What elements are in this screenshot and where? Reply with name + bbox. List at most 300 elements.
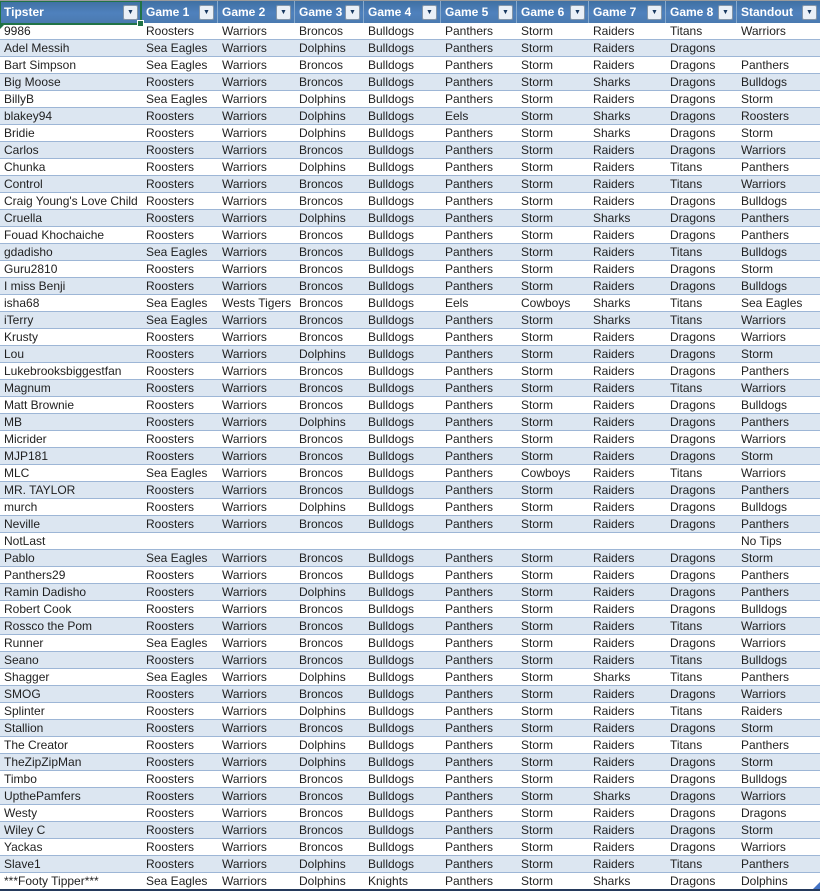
game-7-pick-cell[interactable]: Raiders	[593, 483, 635, 497]
game-6-pick-cell[interactable]: Storm	[521, 245, 554, 259]
tipster-cell[interactable]: Seano	[4, 653, 39, 667]
game-3-pick-cell[interactable]: Broncos	[299, 772, 344, 786]
game-8-pick-cell[interactable]: Dragons	[670, 330, 716, 344]
game-3-pick-cell[interactable]: Dolphins	[299, 92, 346, 106]
standout-cell[interactable]: Warriors	[741, 840, 786, 854]
game-7-pick-cell[interactable]: Raiders	[593, 653, 635, 667]
game-7-pick-cell[interactable]: Sharks	[593, 109, 631, 123]
game-5-pick-cell[interactable]: Eels	[445, 109, 469, 123]
game-8-pick-cell[interactable]: Dragons	[670, 211, 716, 225]
game-5-pick-cell[interactable]: Panthers	[445, 279, 494, 293]
game-4-pick-cell[interactable]: Bulldogs	[368, 653, 415, 667]
tipster-cell[interactable]: Splinter	[4, 704, 45, 718]
game-6-pick-cell[interactable]: Storm	[521, 772, 554, 786]
game-4-pick-cell[interactable]: Bulldogs	[368, 41, 415, 55]
game-2-pick-cell[interactable]: Warriors	[222, 738, 267, 752]
tipster-cell[interactable]: Micrider	[4, 432, 47, 446]
game-6-pick-cell[interactable]: Storm	[521, 143, 554, 157]
game-2-pick-cell[interactable]	[218, 533, 295, 549]
game-6-pick-cell[interactable]: Storm	[521, 109, 554, 123]
game-1-pick-cell[interactable]: Roosters	[146, 687, 195, 701]
game-6-pick-cell[interactable]: Storm	[521, 41, 554, 55]
standout-cell[interactable]: Panthers	[741, 364, 790, 378]
game-5-pick-cell[interactable]: Panthers	[445, 211, 494, 225]
game-4-pick-cell[interactable]: Bulldogs	[368, 738, 415, 752]
game-4-pick-cell[interactable]: Bulldogs	[368, 228, 415, 242]
game-4-pick-cell[interactable]: Bulldogs	[368, 517, 415, 531]
game-3-pick-cell[interactable]: Dolphins	[299, 585, 346, 599]
game-1-pick-cell[interactable]: Roosters	[146, 279, 195, 293]
game-8-pick-cell[interactable]: Dragons	[670, 755, 716, 769]
game-2-pick-cell[interactable]: Warriors	[222, 466, 267, 480]
game-1-pick-cell[interactable]: Roosters	[146, 721, 195, 735]
game-1-pick-cell[interactable]: Roosters	[146, 738, 195, 752]
game-1-pick-cell[interactable]: Sea Eagles	[146, 245, 208, 259]
game-6-pick-cell[interactable]: Storm	[521, 857, 554, 871]
game-4-pick-cell[interactable]: Bulldogs	[368, 806, 415, 820]
game-2-pick-cell[interactable]: Warriors	[222, 823, 267, 837]
game-3-pick-cell[interactable]: Broncos	[299, 551, 344, 565]
game-7-pick-cell[interactable]: Raiders	[593, 704, 635, 718]
game-4-pick-cell[interactable]: Bulldogs	[368, 704, 415, 718]
game-3-pick-cell[interactable]: Dolphins	[299, 500, 346, 514]
game-5-pick-cell[interactable]: Panthers	[445, 772, 494, 786]
game-5-pick-cell[interactable]: Panthers	[445, 653, 494, 667]
tipster-cell[interactable]: Stallion	[4, 721, 44, 735]
tipster-cell[interactable]: Neville	[4, 517, 41, 531]
game-5-pick-cell[interactable]: Panthers	[445, 568, 494, 582]
game-8-pick-cell[interactable]: Dragons	[670, 41, 716, 55]
game-1-pick-cell[interactable]: Roosters	[146, 755, 195, 769]
tipster-cell[interactable]: Yackas	[4, 840, 43, 854]
filter-dropdown-icon[interactable]: ▼	[498, 5, 513, 20]
game-2-pick-cell[interactable]: Warriors	[222, 398, 267, 412]
tipster-cell[interactable]: 9986	[0, 23, 142, 39]
game-1-pick-cell[interactable]: Roosters	[146, 653, 195, 667]
standout-cell[interactable]: Storm	[741, 347, 774, 361]
game-2-pick-cell[interactable]: Warriors	[222, 585, 267, 599]
game-1-pick-cell[interactable]: Roosters	[146, 211, 195, 225]
standout-cell[interactable]: Panthers	[741, 415, 790, 429]
game-7-pick-cell[interactable]: Sharks	[593, 75, 631, 89]
game-4-pick-cell[interactable]: Bulldogs	[368, 245, 415, 259]
game-6-pick-cell[interactable]: Storm	[521, 517, 554, 531]
tipster-cell[interactable]: Carlos	[4, 143, 39, 157]
game-2-pick-cell[interactable]: Warriors	[222, 228, 267, 242]
tipster-cell[interactable]: Adel Messih	[4, 41, 70, 55]
game-6-pick-cell[interactable]: Cowboys	[521, 296, 571, 310]
standout-cell[interactable]: Warriors	[741, 381, 786, 395]
standout-cell[interactable]: Bulldogs	[741, 194, 788, 208]
tipster-cell[interactable]: Control	[4, 177, 43, 191]
game-2-pick-cell[interactable]: Warriors	[222, 857, 267, 871]
game-4-pick-cell[interactable]: Bulldogs	[368, 636, 415, 650]
game-5-pick-cell[interactable]: Panthers	[445, 126, 494, 140]
game-4-pick-cell[interactable]: Bulldogs	[368, 466, 415, 480]
game-4-pick-cell[interactable]: Bulldogs	[368, 483, 415, 497]
game-2-pick-cell[interactable]: Warriors	[222, 313, 267, 327]
game-4-pick-cell[interactable]: Bulldogs	[368, 755, 415, 769]
game-6-pick-cell[interactable]: Storm	[521, 568, 554, 582]
game-1-pick-cell[interactable]: Roosters	[146, 398, 195, 412]
game-4-pick-cell[interactable]: Bulldogs	[368, 840, 415, 854]
standout-cell[interactable]: Bulldogs	[741, 772, 788, 786]
game-4-pick-cell[interactable]: Bulldogs	[368, 398, 415, 412]
game-5-pick-cell[interactable]: Panthers	[445, 381, 494, 395]
tipster-cell[interactable]: Lou	[4, 347, 25, 361]
game-6-pick-cell[interactable]: Storm	[521, 687, 554, 701]
game-6-pick-cell[interactable]: Storm	[521, 704, 554, 718]
tipster-cell[interactable]: MR. TAYLOR	[4, 483, 76, 497]
standout-cell[interactable]: Roosters	[741, 109, 790, 123]
tipster-cell[interactable]: Krusty	[4, 330, 39, 344]
tipster-cell[interactable]: Wiley C	[4, 823, 46, 837]
game-3-pick-cell[interactable]: Broncos	[299, 449, 344, 463]
tipster-cell[interactable]: UpthePamfers	[4, 789, 81, 803]
game-8-pick-cell[interactable]: Dragons	[670, 721, 716, 735]
game-4-pick-cell[interactable]: Bulldogs	[368, 126, 415, 140]
game-4-pick-cell[interactable]: Bulldogs	[368, 262, 415, 276]
game-3-pick-cell[interactable]: Broncos	[299, 58, 344, 72]
game-3-pick-cell[interactable]: Dolphins	[299, 211, 346, 225]
game-8-pick-cell[interactable]: Dragons	[670, 772, 716, 786]
game-1-pick-cell[interactable]: Roosters	[146, 840, 195, 854]
game-3-pick-cell[interactable]: Broncos	[299, 721, 344, 735]
column-header-game-1[interactable]	[142, 1, 218, 23]
game-2-pick-cell[interactable]: Warriors	[222, 840, 267, 854]
game-4-pick-cell[interactable]: Bulldogs	[368, 364, 415, 378]
filter-dropdown-icon[interactable]: ▼	[123, 5, 138, 20]
standout-cell[interactable]: Warriors	[741, 330, 786, 344]
game-7-pick-cell[interactable]: Sharks	[593, 211, 631, 225]
game-6-pick-cell[interactable]: Storm	[521, 313, 554, 327]
game-8-pick-cell[interactable]: Dragons	[670, 636, 716, 650]
tipster-cell[interactable]: Shagger	[4, 670, 50, 684]
game-6-pick-cell[interactable]: Storm	[521, 874, 554, 888]
game-7-pick-cell[interactable]: Raiders	[593, 738, 635, 752]
game-4-pick-cell[interactable]: Bulldogs	[368, 551, 415, 565]
game-4-pick-cell[interactable]: Bulldogs	[368, 330, 415, 344]
game-7-pick-cell[interactable]: Raiders	[593, 568, 635, 582]
game-3-pick-cell[interactable]: Broncos	[299, 296, 344, 310]
game-7-pick-cell[interactable]: Raiders	[593, 92, 635, 106]
column-header-tipster[interactable]	[0, 1, 142, 23]
game-4-pick-cell[interactable]: Bulldogs	[368, 92, 415, 106]
game-7-pick-cell[interactable]: Raiders	[593, 194, 635, 208]
game-7-pick-cell[interactable]: Raiders	[593, 279, 635, 293]
game-2-pick-cell[interactable]: Warriors	[222, 126, 267, 140]
tipster-cell[interactable]: Ramin Dadisho	[4, 585, 87, 599]
game-5-pick-cell[interactable]: Panthers	[445, 24, 494, 38]
game-7-pick-cell[interactable]: Raiders	[593, 330, 635, 344]
game-8-pick-cell[interactable]: Dragons	[670, 262, 716, 276]
game-5-pick-cell[interactable]: Panthers	[445, 432, 494, 446]
game-3-pick-cell[interactable]: Broncos	[299, 245, 344, 259]
game-5-pick-cell[interactable]: Panthers	[445, 806, 494, 820]
game-5-pick-cell[interactable]: Panthers	[445, 636, 494, 650]
game-3-pick-cell[interactable]: Dolphins	[299, 670, 346, 684]
game-3-pick-cell[interactable]: Broncos	[299, 330, 344, 344]
game-5-pick-cell[interactable]: Panthers	[445, 262, 494, 276]
game-8-pick-cell[interactable]: Titans	[670, 466, 703, 480]
standout-cell[interactable]: Panthers	[741, 58, 790, 72]
game-8-pick-cell[interactable]: Dragons	[670, 789, 716, 803]
game-1-pick-cell[interactable]: Roosters	[146, 160, 195, 174]
column-header-game-8[interactable]	[666, 1, 737, 23]
game-6-pick-cell[interactable]: Storm	[521, 58, 554, 72]
standout-cell[interactable]: Panthers	[741, 517, 790, 531]
game-3-pick-cell[interactable]: Broncos	[299, 364, 344, 378]
game-5-pick-cell[interactable]: Panthers	[445, 245, 494, 259]
game-4-pick-cell[interactable]: Bulldogs	[368, 619, 415, 633]
game-7-pick-cell[interactable]: Raiders	[593, 857, 635, 871]
game-7-pick-cell[interactable]: Raiders	[593, 823, 635, 837]
game-5-pick-cell[interactable]: Panthers	[445, 585, 494, 599]
tipster-cell[interactable]: Westy	[4, 806, 38, 820]
game-3-pick-cell[interactable]: Broncos	[299, 823, 344, 837]
filter-dropdown-icon[interactable]: ▼	[570, 5, 585, 20]
game-7-pick-cell[interactable]: Raiders	[593, 160, 635, 174]
game-3-pick-cell[interactable]: Dolphins	[299, 415, 346, 429]
game-6-pick-cell[interactable]: Storm	[521, 177, 554, 191]
game-3-pick-cell[interactable]: Dolphins	[299, 755, 346, 769]
game-3-pick-cell[interactable]: Broncos	[299, 636, 344, 650]
tipster-cell[interactable]: ***Footy Tipper***	[4, 874, 99, 888]
game-5-pick-cell[interactable]: Panthers	[445, 330, 494, 344]
tipster-cell[interactable]: Runner	[4, 636, 44, 650]
game-6-pick-cell[interactable]: Storm	[521, 653, 554, 667]
game-4-pick-cell[interactable]: Knights	[368, 874, 409, 888]
game-3-pick-cell[interactable]: Broncos	[299, 483, 344, 497]
tipster-cell[interactable]: murch	[4, 500, 38, 514]
game-6-pick-cell[interactable]: Storm	[521, 602, 554, 616]
game-3-pick-cell[interactable]: Dolphins	[299, 874, 346, 888]
column-header-game-5[interactable]	[441, 1, 517, 23]
game-2-pick-cell[interactable]: Warriors	[222, 721, 267, 735]
game-6-pick-cell[interactable]: Storm	[521, 381, 554, 395]
game-2-pick-cell[interactable]: Warriors	[222, 483, 267, 497]
game-7-pick-cell[interactable]: Raiders	[593, 364, 635, 378]
game-6-pick-cell[interactable]: Storm	[521, 211, 554, 225]
game-4-pick-cell[interactable]: Bulldogs	[368, 177, 415, 191]
game-8-pick-cell[interactable]: Dragons	[670, 279, 716, 293]
game-7-pick-cell[interactable]: Raiders	[593, 415, 635, 429]
game-4-pick-cell[interactable]: Bulldogs	[368, 194, 415, 208]
game-5-pick-cell[interactable]: Panthers	[445, 687, 494, 701]
tipster-cell[interactable]: Magnum	[4, 381, 51, 395]
game-2-pick-cell[interactable]: Warriors	[222, 177, 267, 191]
game-8-pick-cell[interactable]: Dragons	[670, 602, 716, 616]
tipster-cell[interactable]: Pablo	[4, 551, 35, 565]
game-3-pick-cell[interactable]: Broncos	[299, 568, 344, 582]
game-4-pick-cell[interactable]: Bulldogs	[368, 823, 415, 837]
standout-cell[interactable]: Sea Eagles	[741, 296, 803, 310]
game-7-pick-cell[interactable]: Raiders	[593, 177, 635, 191]
game-2-pick-cell[interactable]: Warriors	[222, 160, 267, 174]
game-1-pick-cell[interactable]: Roosters	[146, 602, 195, 616]
tipster-cell[interactable]: The Creator	[4, 738, 69, 752]
game-8-pick-cell[interactable]: Titans	[670, 177, 703, 191]
game-4-pick-cell[interactable]: Bulldogs	[368, 585, 415, 599]
game-8-pick-cell[interactable]: Dragons	[670, 194, 716, 208]
game-2-pick-cell[interactable]: Warriors	[222, 432, 267, 446]
game-5-pick-cell[interactable]: Panthers	[445, 58, 494, 72]
game-7-pick-cell[interactable]: Raiders	[593, 466, 635, 480]
standout-cell[interactable]: Bulldogs	[741, 653, 788, 667]
game-8-pick-cell[interactable]: Dragons	[670, 415, 716, 429]
game-6-pick-cell[interactable]: Storm	[521, 619, 554, 633]
game-3-pick-cell[interactable]: Broncos	[299, 840, 344, 854]
game-7-pick-cell[interactable]: Raiders	[593, 585, 635, 599]
game-3-pick-cell[interactable]: Broncos	[299, 806, 344, 820]
game-1-pick-cell[interactable]: Roosters	[146, 262, 195, 276]
standout-cell[interactable]: Panthers	[741, 585, 790, 599]
game-2-pick-cell[interactable]: Warriors	[222, 41, 267, 55]
standout-cell[interactable]: Panthers	[741, 483, 790, 497]
filter-dropdown-icon[interactable]: ▼	[199, 5, 214, 20]
game-4-pick-cell[interactable]: Bulldogs	[368, 381, 415, 395]
game-2-pick-cell[interactable]: Warriors	[222, 347, 267, 361]
game-4-pick-cell[interactable]: Bulldogs	[368, 789, 415, 803]
game-8-pick-cell[interactable]: Titans	[670, 24, 703, 38]
game-7-pick-cell[interactable]: Raiders	[593, 24, 635, 38]
game-2-pick-cell[interactable]: Warriors	[222, 92, 267, 106]
game-7-pick-cell[interactable]: Raiders	[593, 381, 635, 395]
game-8-pick-cell[interactable]: Dragons	[670, 432, 716, 446]
game-4-pick-cell[interactable]: Bulldogs	[368, 279, 415, 293]
game-2-pick-cell[interactable]: Warriors	[222, 58, 267, 72]
tipster-cell[interactable]: Fouad Khochaiche	[4, 228, 105, 242]
game-6-pick-cell[interactable]: Storm	[521, 228, 554, 242]
game-7-pick-cell[interactable]: Sharks	[593, 670, 631, 684]
game-2-pick-cell[interactable]: Warriors	[222, 670, 267, 684]
game-6-pick-cell[interactable]: Storm	[521, 24, 554, 38]
game-1-pick-cell[interactable]: Roosters	[146, 143, 195, 157]
game-1-pick-cell[interactable]: Roosters	[146, 194, 195, 208]
game-4-pick-cell[interactable]: Bulldogs	[368, 568, 415, 582]
game-2-pick-cell[interactable]: Warriors	[222, 789, 267, 803]
game-1-pick-cell[interactable]: Roosters	[146, 330, 195, 344]
tipster-cell[interactable]: iTerry	[4, 313, 34, 327]
game-1-pick-cell[interactable]: Sea Eagles	[146, 92, 208, 106]
game-8-pick-cell[interactable]: Titans	[670, 313, 703, 327]
standout-cell[interactable]: Bulldogs	[741, 500, 788, 514]
game-8-pick-cell[interactable]: Dragons	[670, 398, 716, 412]
game-6-pick-cell[interactable]: Storm	[521, 75, 554, 89]
game-7-pick-cell[interactable]: Raiders	[593, 432, 635, 446]
game-2-pick-cell[interactable]: Warriors	[222, 704, 267, 718]
game-2-pick-cell[interactable]: Warriors	[222, 75, 267, 89]
game-6-pick-cell[interactable]: Storm	[521, 262, 554, 276]
game-1-pick-cell[interactable]: Roosters	[146, 704, 195, 718]
game-4-pick-cell[interactable]: Bulldogs	[368, 347, 415, 361]
filter-dropdown-icon[interactable]: ▼	[802, 5, 817, 20]
standout-cell[interactable]: Storm	[741, 823, 774, 837]
tipster-cell[interactable]: Chunka	[4, 160, 46, 174]
tipster-cell[interactable]: Guru2810	[4, 262, 58, 276]
game-7-pick-cell[interactable]: Raiders	[593, 687, 635, 701]
game-5-pick-cell[interactable]: Panthers	[445, 41, 494, 55]
game-3-pick-cell[interactable]: Broncos	[299, 313, 344, 327]
column-header-standout[interactable]	[737, 1, 820, 23]
column-header-game-3[interactable]	[295, 1, 364, 23]
game-7-pick-cell[interactable]: Raiders	[593, 551, 635, 565]
game-2-pick-cell[interactable]: Wests Tigers	[222, 296, 292, 310]
tipster-cell[interactable]: MB	[4, 415, 22, 429]
game-6-pick-cell[interactable]: Storm	[521, 364, 554, 378]
game-3-pick-cell[interactable]: Dolphins	[299, 109, 346, 123]
game-5-pick-cell[interactable]: Panthers	[445, 75, 494, 89]
tipster-cell[interactable]: BillyB	[4, 92, 35, 106]
game-3-pick-cell[interactable]: Broncos	[299, 517, 344, 531]
tipster-cell[interactable]: MLC	[4, 466, 30, 480]
selection-fill-handle[interactable]	[137, 20, 144, 27]
game-6-pick-cell[interactable]: Storm	[521, 721, 554, 735]
game-6-pick-cell[interactable]	[517, 533, 589, 549]
game-2-pick-cell[interactable]: Warriors	[222, 381, 267, 395]
game-1-pick-cell[interactable]: Roosters	[146, 126, 195, 140]
game-8-pick-cell[interactable]: Dragons	[670, 347, 716, 361]
filter-dropdown-icon[interactable]: ▼	[718, 5, 733, 20]
game-8-pick-cell[interactable]: Dragons	[670, 551, 716, 565]
game-3-pick-cell[interactable]: Broncos	[299, 789, 344, 803]
game-1-pick-cell[interactable]: Sea Eagles	[146, 874, 208, 888]
game-5-pick-cell[interactable]: Panthers	[445, 415, 494, 429]
game-5-pick-cell[interactable]: Panthers	[445, 347, 494, 361]
game-8-pick-cell[interactable]: Titans	[670, 245, 703, 259]
game-7-pick-cell[interactable]: Sharks	[593, 313, 631, 327]
game-3-pick-cell[interactable]: Broncos	[299, 279, 344, 293]
standout-cell[interactable]	[737, 40, 820, 56]
tipster-cell[interactable]: Timbo	[4, 772, 37, 786]
game-5-pick-cell[interactable]: Panthers	[445, 449, 494, 463]
game-7-pick-cell[interactable]: Raiders	[593, 517, 635, 531]
filter-dropdown-icon[interactable]: ▼	[276, 5, 291, 20]
game-6-pick-cell[interactable]: Storm	[521, 789, 554, 803]
game-7-pick-cell[interactable]: Sharks	[593, 296, 631, 310]
game-5-pick-cell[interactable]: Panthers	[445, 483, 494, 497]
game-2-pick-cell[interactable]: Warriors	[222, 636, 267, 650]
game-1-pick-cell[interactable]: Sea Eagles	[146, 670, 208, 684]
game-5-pick-cell[interactable]: Panthers	[445, 177, 494, 191]
game-8-pick-cell[interactable]: Dragons	[670, 364, 716, 378]
game-6-pick-cell[interactable]: Storm	[521, 585, 554, 599]
game-7-pick-cell[interactable]: Raiders	[593, 228, 635, 242]
tipster-cell[interactable]: MJP181	[4, 449, 49, 463]
tipster-cell[interactable]: Bart Simpson	[4, 58, 77, 72]
game-8-pick-cell[interactable]: Dragons	[670, 483, 716, 497]
game-8-pick-cell[interactable]: Dragons	[670, 449, 716, 463]
game-8-pick-cell[interactable]: Dragons	[670, 126, 716, 140]
game-3-pick-cell[interactable]: Broncos	[299, 262, 344, 276]
tipster-cell[interactable]: SMOG	[4, 687, 41, 701]
standout-cell[interactable]: Raiders	[741, 704, 783, 718]
game-2-pick-cell[interactable]: Warriors	[222, 874, 267, 888]
game-2-pick-cell[interactable]: Warriors	[222, 449, 267, 463]
standout-cell[interactable]: Panthers	[741, 568, 790, 582]
filter-dropdown-icon[interactable]: ▼	[422, 5, 437, 20]
game-7-pick-cell[interactable]: Raiders	[593, 398, 635, 412]
game-7-pick-cell[interactable]: Raiders	[593, 262, 635, 276]
game-7-pick-cell[interactable]: Raiders	[593, 755, 635, 769]
game-2-pick-cell[interactable]: Warriors	[222, 194, 267, 208]
game-8-pick-cell[interactable]: Titans	[670, 670, 703, 684]
game-4-pick-cell[interactable]: Bulldogs	[368, 772, 415, 786]
game-4-pick-cell[interactable]: Bulldogs	[368, 24, 415, 38]
game-8-pick-cell[interactable]: Titans	[670, 160, 703, 174]
game-2-pick-cell[interactable]: Warriors	[222, 517, 267, 531]
game-3-pick-cell[interactable]: Dolphins	[299, 41, 346, 55]
